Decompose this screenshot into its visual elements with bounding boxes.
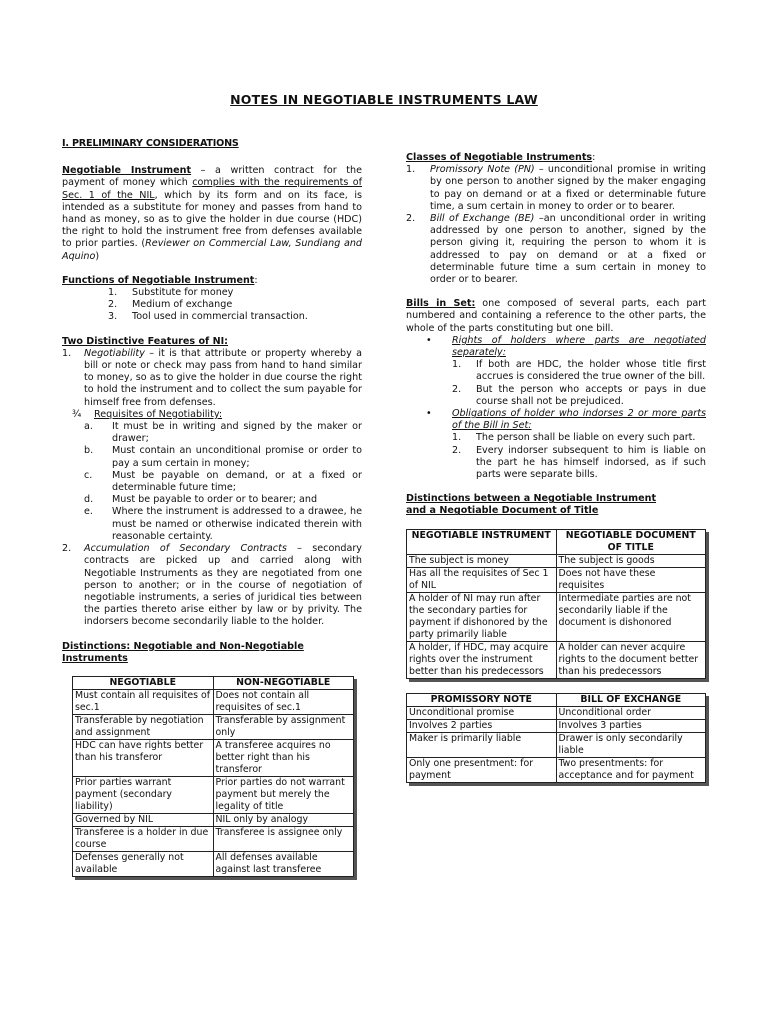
- table-row: [73, 851, 354, 876]
- list-text: [430, 164, 706, 213]
- classes-list: [406, 164, 706, 286]
- rights-heading: • Rights of holders where parts are negotiated separately:: [426, 334, 706, 359]
- table-cell: Defenses generally not available: [73, 851, 214, 876]
- table-row: [407, 641, 706, 678]
- list-number: 2.: [452, 383, 462, 395]
- table-cell: Transferee is a holder in due course: [73, 826, 214, 851]
- list-text: [112, 421, 362, 445]
- list-number: 1.: [108, 287, 118, 299]
- ni-reference: Reviewer on Commercial Law, Sundiang and Aquino: [62, 238, 363, 262]
- list-item: [108, 299, 362, 311]
- list-body: Must contain an unconditional promise or order to pay a sum certain in money;: [112, 445, 362, 469]
- list-number: 1.: [406, 164, 416, 176]
- list-body: It must be in writing and signed by the maker or drawer;: [112, 421, 362, 445]
- list-number: 2.: [108, 299, 118, 311]
- list-item: [452, 384, 706, 408]
- list-text: [132, 311, 362, 323]
- table-row: [407, 757, 706, 782]
- list-term: Bill of Exchange (BE): [430, 213, 535, 225]
- list-item: [406, 213, 706, 286]
- list-item: [452, 445, 706, 482]
- left-column: [62, 138, 362, 877]
- list-body: Must be payable to order or to bearer; and: [112, 494, 318, 506]
- list-text: [476, 359, 706, 383]
- list-body: Tool used in commercial transaction.: [132, 311, 308, 323]
- table-header-cell: BILL OF EXCHANGE: [556, 693, 706, 706]
- ni-requirements-link: complies with the requirements of Sec. 1 of the NIL: [62, 177, 362, 201]
- table-row: [407, 732, 706, 757]
- table-header-row: [407, 529, 706, 554]
- table-cell: Transferable by assignment only: [213, 714, 354, 739]
- table-cell: Only one presentment: for payment: [407, 757, 557, 782]
- list-item: [452, 432, 706, 444]
- list-text: [112, 445, 362, 469]
- table-header-cell: NEGOTIABLE DOCUMENT OF TITLE: [556, 529, 706, 554]
- table-cell: HDC can have rights better than his transferor: [73, 739, 214, 776]
- table-cell: NIL only by analogy: [213, 813, 354, 826]
- table-cell: A holder, if HDC, may acquire rights over the instrument better than his predecessors: [407, 641, 557, 678]
- table-row: [73, 739, 354, 776]
- list-item: [452, 359, 706, 383]
- table-cell: Unconditional promise: [407, 706, 557, 719]
- table-header-cell: NEGOTIABLE: [73, 676, 214, 689]
- list-body: – unconditional promise in writing by one person to another signed by the maker engaging to pay on demand or at a fixed or determinable future time, a sum certain in money to order or to bearer.: [430, 164, 707, 212]
- table-cell: Maker is primarily liable: [407, 732, 557, 757]
- table-row: [407, 592, 706, 641]
- list-body: Must be payable on demand, or at a fixed or determinable future time;: [112, 469, 362, 494]
- list-text: [476, 432, 706, 444]
- list-item: [84, 445, 362, 469]
- table-cell: Prior parties warrant payment (secondary liability): [73, 776, 214, 813]
- table-row: [407, 719, 706, 732]
- list-number: b.: [84, 445, 94, 457]
- ni-text-2: , which by its form and on its face, is intended as a substitute for money and passes from hand to hand as money, so as to give the holder in due course (HDC) the right to hold the instrument free from defenses available to prior parties. (: [62, 189, 362, 250]
- ni-definition: [62, 165, 362, 263]
- list-item: [108, 287, 362, 299]
- table-cell: The subject is money: [407, 554, 557, 567]
- table-cell: Drawer is only secondarily liable: [556, 732, 706, 757]
- table-row: [407, 567, 706, 592]
- table-header-cell: NEGOTIABLE INSTRUMENT: [407, 529, 557, 554]
- list-item: [108, 311, 362, 323]
- list-text: [112, 470, 362, 494]
- negotiable-vs-non-negotiable-table: [72, 676, 354, 877]
- list-number: 1.: [452, 432, 462, 444]
- list-item: [84, 506, 362, 543]
- table-cell: Involves 3 parties: [556, 719, 706, 732]
- table-cell: A holder of NI may run after the secondary parties for payment if dishonored by the party primarily liable: [407, 592, 557, 641]
- promissory-note-vs-bill-table: [406, 693, 706, 783]
- rights-list: [452, 359, 706, 408]
- list-number: d.: [84, 494, 94, 506]
- functions-list: [108, 287, 362, 324]
- obligations-heading: • Obligations of holder who indorses 2 or more parts of the Bill in Set:: [426, 408, 706, 432]
- list-text: [476, 445, 706, 482]
- table-cell: Must contain all requisites of sec.1: [73, 689, 214, 714]
- table-row: [73, 776, 354, 813]
- list-number: c.: [84, 469, 93, 481]
- table-header-row: [407, 693, 706, 706]
- table2-heading: Distinctions between a Negotiable Instrument and a Negotiable Document of Title: [406, 493, 657, 517]
- table-cell: Prior parties do not warrant payment but merely the legality of title: [213, 776, 354, 813]
- table-cell: Does not contain all requisites of sec.1: [213, 689, 354, 714]
- table-cell: Two presentments: for acceptance and for payment: [556, 757, 706, 782]
- requisites-heading: ¾ Requisites of Negotiability:: [72, 408, 223, 420]
- table-cell: Transferable by negotiation and assignment: [73, 714, 214, 739]
- list-body: The person shall be liable on every such part.: [476, 432, 696, 444]
- list-body: Medium of exchange: [132, 299, 233, 311]
- table-row: [73, 689, 354, 714]
- table-cell: The subject is goods: [556, 554, 706, 567]
- table-cell: A holder can never acquire rights to the document better than his predecessors: [556, 641, 706, 678]
- list-number: 3.: [108, 311, 118, 323]
- list-body: –an unconditional order in writing addressed by one person to another, signed by the person giving it, requiring the person to whom it is addressed to pay on demand or at a fixed or determinable future time a sum certain in money to order or to bearer.: [430, 213, 706, 286]
- functions-heading: Functions of Negotiable Instrument:: [62, 274, 258, 286]
- list-item: [84, 421, 362, 445]
- table-row: [73, 714, 354, 739]
- list-text: [132, 299, 362, 311]
- table-cell: Intermediate parties are not secondarily liable if the document is dishonored: [556, 592, 706, 641]
- list-number: 2.: [406, 213, 416, 225]
- list-body: Substitute for money: [132, 287, 234, 299]
- ni-vs-document-of-title-table: [406, 529, 706, 679]
- table1-heading: Distinctions: Negotiable and Non-Negotiable Instruments: [62, 640, 304, 664]
- section-heading: I. PRELIMINARY CONSIDERATIONS: [62, 138, 239, 149]
- requisites-list: [84, 421, 362, 543]
- table-header-cell: NON-NEGOTIABLE: [213, 676, 354, 689]
- features-heading: Two Distinctive Features of NI:: [62, 335, 229, 347]
- table-row: [73, 813, 354, 826]
- table-row: [73, 826, 354, 851]
- list-number: 1.: [452, 359, 462, 371]
- document-title: NOTES IN NEGOTIABLE INSTRUMENTS LAW: [230, 92, 538, 107]
- table-cell: Transferee is assignee only: [213, 826, 354, 851]
- list-item: [84, 470, 362, 494]
- list-number: 2.: [452, 444, 462, 456]
- table-cell: Has all the requisites of Sec 1 of NIL: [407, 567, 557, 592]
- ni-term: Negotiable Instrument: [62, 165, 192, 177]
- list-item: [84, 494, 362, 506]
- list-body: Every indorser subsequent to him is liable on the part he has himself indorsed, as if such parts were separate bills.: [476, 444, 706, 481]
- ni-text-1: – a written contract for the payment of money which: [62, 165, 362, 189]
- table-cell: All defenses available against last transferee: [213, 851, 354, 876]
- table-row: [407, 554, 706, 567]
- list-text: [430, 213, 706, 286]
- classes-heading: Classes of Negotiable Instruments:: [406, 152, 596, 163]
- table-cell: Does not have these requisites: [556, 567, 706, 592]
- table-header-cell: PROMISSORY NOTE: [407, 693, 557, 706]
- list-body: If both are HDC, the holder whose title first accrues is considered the true owner of the bill.: [476, 359, 706, 383]
- table-cell: Governed by NIL: [73, 813, 214, 826]
- feature-negotiability: 1. Negotiability – it is that attribute or property whereby a bill or note or check may pass from hand to hand similar to money, so as to give the holder in due course the right to hold the instrument and to collect the sum payable for himself free from defenses.: [62, 347, 362, 408]
- table-header-row: [73, 676, 354, 689]
- list-body: But the person who accepts or pays in due course shall not be prejudiced.: [476, 383, 706, 407]
- ni-text-3: ): [95, 250, 100, 262]
- feature-accumulation: 2. Accumulation of Secondary Contracts – secondary contracts are picked up and carried along with Negotiable Instruments as they are negotiated from one person to another; or in the course of negotiation of negotiable instruments, a series of juridical ties between the parties thereto arise either by law or by privity. The indorsers become secondarily liable to the holder.: [62, 543, 362, 628]
- list-number: a.: [84, 421, 93, 433]
- list-text: [112, 494, 362, 506]
- list-number: e.: [84, 506, 93, 518]
- list-text: [476, 384, 706, 408]
- list-text: [112, 506, 362, 543]
- table-row: [407, 706, 706, 719]
- table-cell: Involves 2 parties: [407, 719, 557, 732]
- list-body: Where the instrument is addressed to a drawee, he must be named or otherwise indicated therein with reasonable certainty.: [112, 506, 362, 542]
- bills-in-set: Bills in Set: one composed of several parts, each part numbered and containing a reference to the other parts, the whole of the parts constituting but one bill.: [406, 298, 707, 334]
- right-column: [406, 152, 706, 783]
- list-item: [406, 164, 706, 213]
- list-text: [132, 287, 362, 299]
- list-term: Promissory Note (PN): [430, 164, 535, 176]
- table-cell: Unconditional order: [556, 706, 706, 719]
- table-cell: A transferee acquires no better right than his transferor: [213, 739, 354, 776]
- obligations-list: [452, 432, 706, 481]
